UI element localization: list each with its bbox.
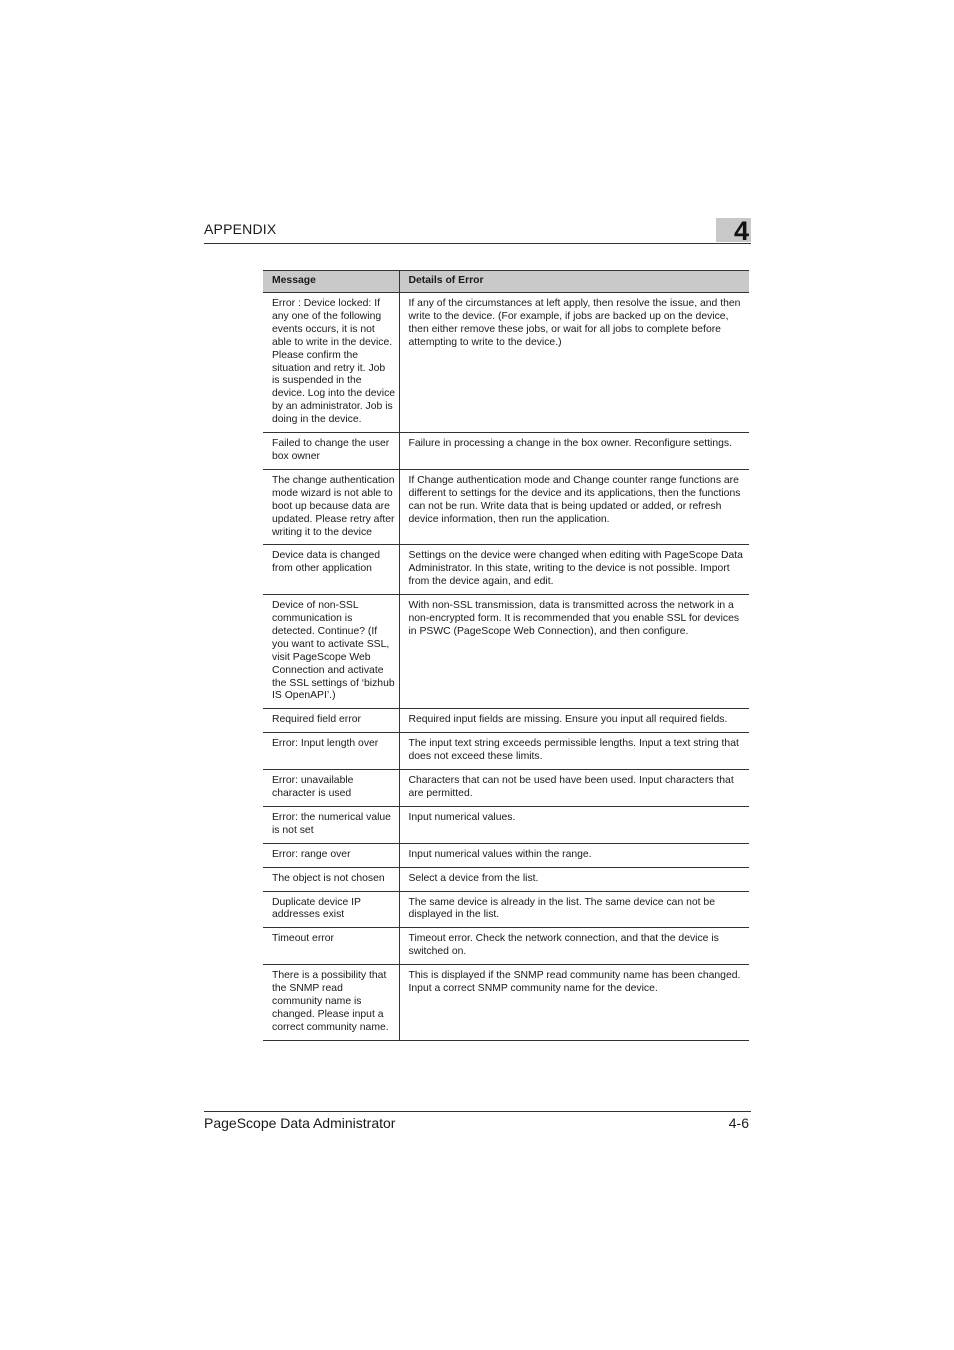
message-cell: Error: the numerical value is not set	[263, 806, 399, 843]
chapter-tab	[716, 216, 751, 246]
table-row	[263, 965, 749, 1041]
details-cell: Timeout error. Check the network connection, and that the device is switched on.	[399, 928, 749, 965]
page-header	[204, 218, 751, 244]
details-cell: Settings on the device were changed when editing with PageScope Data Administrator. In this state, writing to the device is not possible. Import from the device again, and edit.	[399, 545, 749, 595]
message-cell: Failed to change the user box owner	[263, 433, 399, 470]
table-row	[263, 867, 749, 891]
table-row	[263, 770, 749, 807]
message-cell: Duplicate device IP addresses exist	[263, 891, 399, 928]
details-cell: If Change authentication mode and Change counter range functions are different to settings for the device and its applications, then the functions can not be run. Write data that is being updated or added, or refresh device information, then run the application.	[399, 469, 749, 545]
page-number: 4-6	[728, 1115, 749, 1131]
details-cell: The input text string exceeds permissible lengths. Input a text string that does not exceed these limits.	[399, 733, 749, 770]
table-row	[263, 595, 749, 709]
table-row	[263, 433, 749, 470]
details-cell: Select a device from the list.	[399, 867, 749, 891]
table-header-row	[263, 271, 749, 293]
details-cell: Input numerical values within the range.	[399, 843, 749, 867]
message-cell: Error: range over	[263, 843, 399, 867]
page-footer	[204, 1111, 751, 1131]
table-row	[263, 806, 749, 843]
message-cell: Error: unavailable character is used	[263, 770, 399, 807]
message-cell: Device of non-SSL communication is detected. Continue? (If you want to activate SSL, visit PageScope Web Connection and activate the SSL settings of ‘bizhub IS OpenAPI’.)	[263, 595, 399, 709]
details-cell: With non-SSL transmission, data is transmitted across the network in a non-encrypted form. It is recommended that you enable SSL for devices in PSWC (PageScope Web Connection), and then configure.	[399, 595, 749, 709]
message-cell: Required field error	[263, 709, 399, 733]
details-cell: If any of the circumstances at left apply, then resolve the issue, and then write to the device. (For example, if jobs are backed up on the device, then either remove these jobs, or wait for all jobs to complete before attempting to write to the device.)	[399, 293, 749, 433]
message-cell: Device data is changed from other application	[263, 545, 399, 595]
details-cell: This is displayed if the SNMP read community name has been changed. Input a correct SNMP community name for the device.	[399, 965, 749, 1041]
table-row	[263, 891, 749, 928]
details-cell: Input numerical values.	[399, 806, 749, 843]
message-cell: Error : Device locked: If any one of the following events occurs, it is not able to write in the device. Please confirm the situation and retry it. Job is suspended in the device. Log into the device by an administrator. Job is doing in the device.	[263, 293, 399, 433]
details-cell: Failure in processing a change in the box owner. Reconfigure settings.	[399, 433, 749, 470]
column-header-message: Message	[263, 271, 399, 293]
column-header-details: Details of Error	[399, 271, 749, 293]
table-row	[263, 928, 749, 965]
message-cell: The object is not chosen	[263, 867, 399, 891]
details-cell: Characters that can not be used have been used. Input characters that are permitted.	[399, 770, 749, 807]
table-row	[263, 843, 749, 867]
message-cell: There is a possibility that the SNMP read community name is changed. Please input a correct community name.	[263, 965, 399, 1041]
table-row	[263, 733, 749, 770]
message-cell: Timeout error	[263, 928, 399, 965]
message-cell: The change authentication mode wizard is not able to boot up because data are updated. Please retry after writing it to the device	[263, 469, 399, 545]
details-cell: Required input fields are missing. Ensure you input all required fields.	[399, 709, 749, 733]
table-row	[263, 293, 749, 433]
chapter-number: 4	[733, 216, 749, 246]
table-row	[263, 709, 749, 733]
section-title: APPENDIX	[204, 221, 277, 237]
table-row	[263, 469, 749, 545]
product-name: PageScope Data Administrator	[204, 1115, 396, 1131]
details-cell: The same device is already in the list. The same device can not be displayed in the list.	[399, 891, 749, 928]
error-message-table	[263, 270, 749, 1041]
message-cell: Error: Input length over	[263, 733, 399, 770]
table-row	[263, 545, 749, 595]
